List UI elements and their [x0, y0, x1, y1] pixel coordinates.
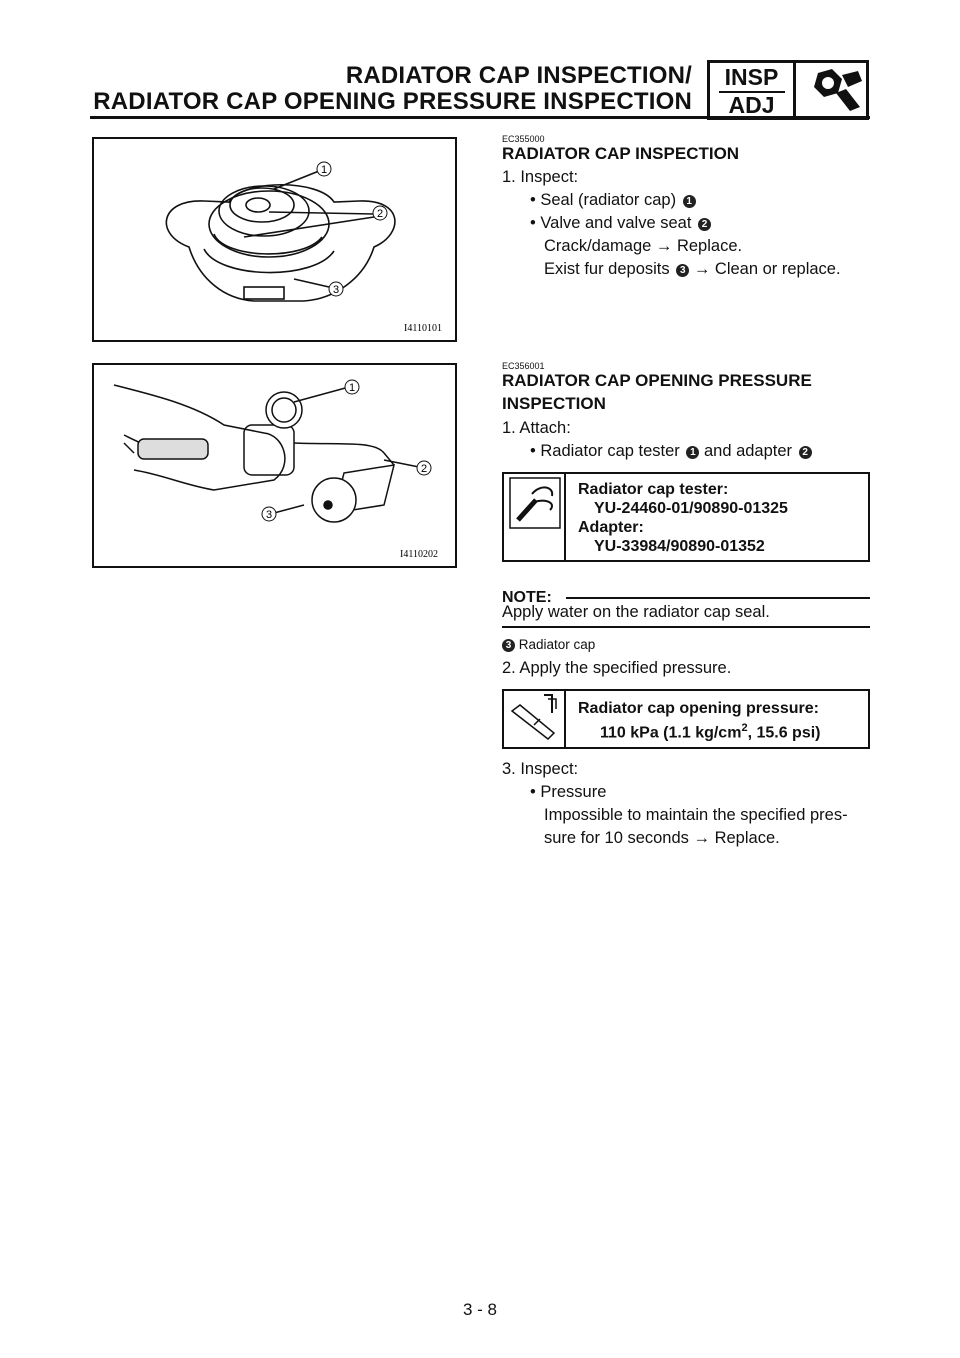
- section2-code: EC356001: [502, 361, 545, 371]
- caption-text: Radiator cap: [518, 637, 596, 652]
- cap-tester-illustration: [94, 365, 455, 566]
- bullet-a: Radiator cap tester: [540, 442, 680, 460]
- bullet2-text: Valve and valve seat: [540, 214, 692, 232]
- tool-box-divider: [564, 474, 566, 560]
- bullet-b: and adapter: [703, 442, 793, 460]
- fig2-callout-2: 2: [420, 463, 428, 475]
- spec-l2-sup: 2: [741, 722, 748, 734]
- callout-num: 1: [686, 446, 699, 459]
- callout-num: 1: [683, 195, 696, 208]
- section2-heading-l1: RADIATOR CAP OPENING PRESSURE: [502, 371, 812, 390]
- note-bottom-rule: [502, 626, 870, 628]
- badge-separator: [793, 63, 796, 117]
- spec-l2: [600, 719, 820, 742]
- spec-l1: Radiator cap opening pressure:: [578, 700, 819, 717]
- section1-code: EC355000: [502, 134, 545, 144]
- tool-l1: Radiator cap tester:: [578, 481, 729, 498]
- figure-radiator-cap: [92, 137, 457, 342]
- radiator-cap-illustration: [94, 139, 455, 340]
- section1-line1: Crack/damage → Replace.: [544, 237, 743, 255]
- caliper-icon: [504, 691, 564, 747]
- spec-box: [502, 689, 870, 749]
- section1-bullet1: • Seal (radiator cap) 1: [530, 189, 696, 212]
- section1-bullet2: • Valve and valve seat 2: [530, 212, 711, 235]
- tool-l3: Adapter:: [578, 519, 644, 536]
- section2-bullet3: • Pressure: [530, 783, 607, 801]
- figure-cap-tester: [92, 363, 457, 568]
- callout-num: 2: [698, 218, 711, 231]
- fig1-code: I4110101: [404, 323, 442, 334]
- wrench-nut-icon: [798, 67, 866, 115]
- fig1-callout-1: 1: [320, 164, 328, 176]
- note-top-rule: [566, 597, 870, 599]
- tool-l2: YU-24460-01/90890-01325: [594, 500, 788, 517]
- page-number: 3 - 8: [462, 1300, 498, 1319]
- note-text: Apply water on the radiator cap seal.: [502, 603, 770, 621]
- badge-insp: INSP: [724, 64, 779, 90]
- line2-a: Exist fur deposits: [544, 260, 670, 278]
- header-title-line1: RADIATOR CAP INSPECTION/: [345, 62, 692, 89]
- section2-line4: sure for 10 seconds → Replace.: [544, 829, 780, 847]
- special-tool-box: [502, 472, 870, 562]
- note-label: NOTE:: [502, 589, 552, 606]
- fig1-callout-2: 2: [376, 208, 384, 220]
- header-title-line2: RADIATOR CAP OPENING PRESSURE INSPECTION: [93, 88, 692, 115]
- special-tool-icon: [504, 474, 564, 560]
- badge-adj: ADJ: [728, 92, 775, 118]
- callout-num: 3: [502, 639, 515, 652]
- tool-l4: YU-33984/90890-01352: [594, 538, 765, 555]
- bullet1-text: Seal (radiator cap): [540, 191, 677, 209]
- insp-adj-badge: [707, 60, 869, 120]
- fig2-callout-3: 3: [265, 509, 273, 521]
- bullet3-text: Pressure: [540, 783, 607, 801]
- section1-line2: [544, 258, 841, 281]
- spec-box-divider: [564, 691, 566, 747]
- fig2-code: I4110202: [400, 549, 438, 560]
- callout-num: 2: [799, 446, 812, 459]
- section2-step2: 2. Apply the specified pressure.: [502, 659, 732, 677]
- section2-step1: 1. Attach:: [502, 419, 571, 437]
- callout-num: 3: [676, 264, 689, 277]
- section2-line3: Impossible to maintain the specified pres-: [544, 806, 848, 824]
- spec-l2-b: , 15.6 psi): [747, 724, 821, 742]
- spec-l2-a: 110 kPa (1.1 kg/cm: [600, 724, 742, 742]
- fig2-callout-1: 1: [348, 382, 356, 394]
- section2-step3: 3. Inspect:: [502, 760, 579, 778]
- section1-step1: 1. Inspect:: [502, 168, 579, 186]
- section1-heading: RADIATOR CAP INSPECTION: [502, 144, 740, 163]
- line2-b: → Clean or replace.: [693, 260, 841, 278]
- section2-heading-l2: INSPECTION: [502, 394, 606, 413]
- caption: [502, 637, 595, 652]
- section2-bullet1: • Radiator cap tester 1 and adapter 2: [530, 440, 812, 463]
- fig1-callout-3: 3: [332, 284, 340, 296]
